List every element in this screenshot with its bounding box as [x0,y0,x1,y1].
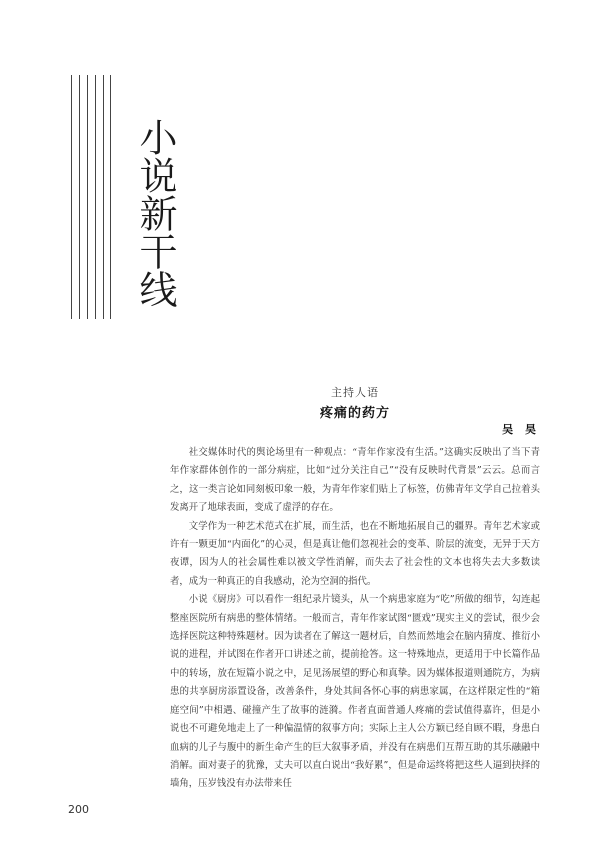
vertical-rule [79,75,80,319]
vertical-rule [110,75,111,319]
paragraph: 小说《厨房》可以看作一组纪录片镜头，从一个病患家庭为“吃”所做的细节，勾连起整座医院所有病患的整体情绪。一般而言，青年作家试图“匮戏”现实主义的尝试，很少会选择医院这种特殊题材。因为读者在了解这一题材后，自然而然地会在脑内猜度、推衍小说的进程，并试图在作者开口讲述之前，提前抢答。这一特殊地点，更适用于中长篇作品中的转场，放在短篇小说之中，足见汤展望的野心和真挚。因为媒体报道则通院方，为病患的共享厨房添置设备，改善条件，身处其间各怀心事的病患家属，在这样限定性的“箱庭空间”中相遇、碰撞产生了故事的涟漪。作者直面普通人疼痛的尝试值得嘉许，但是小说也不可避免地走上了一种偏温情的叙事方向；实际上主人公方颖已经自顾不暇，身患白血病的儿子与腹中的新生命产生的巨大叙事矛盾，并没有在病患们互帮互助的其乐融融中消解。面对妻子的犹豫，丈夫可以直白说出“我好累”，但是命运终将把这些人逼到抉择的墙角，压岁钱没有办法带来任 [170,594,540,790]
essay-title: 疼痛的药方 [319,406,390,421]
vertical-rule [95,75,96,319]
vertical-rule [71,75,72,319]
section-title: 小说新干线 [133,118,177,308]
page-number: 200 [68,803,89,816]
vertical-rule [87,75,88,319]
author-name: 吴 昊 [502,423,540,436]
paragraph: 文学作为一种艺术范式在扩展，而生活，也在不断地拓展自己的疆界。青年艺术家或许有一颗更加“内面化”的心灵，但是真让他们忽视社会的变革、阶层的流变，无异于天方夜谭，因为人的社会属性难以被文学性消解，而失去了社会性的文本也将失去大多数读者，成为一种真正的自我感动，沦为空洞的指代。 [170,520,540,587]
host-label: 主持人语 [331,386,379,399]
vertical-rule [103,75,104,319]
paragraph: 社交媒体时代的舆论场里有一种观点：“青年作家没有生活。”这确实反映出了当下青年作家群体创作的一部分病症，比如“过分关注自己”“没有反映时代背景”云云。总而言之，这一类言论如同刻板印象一般，为青年作家们贴上了标签，仿佛青年文学自己拉着头发离开了地球表面，变成了虚浮的存在。 [170,447,540,514]
article-body [170,444,540,794]
